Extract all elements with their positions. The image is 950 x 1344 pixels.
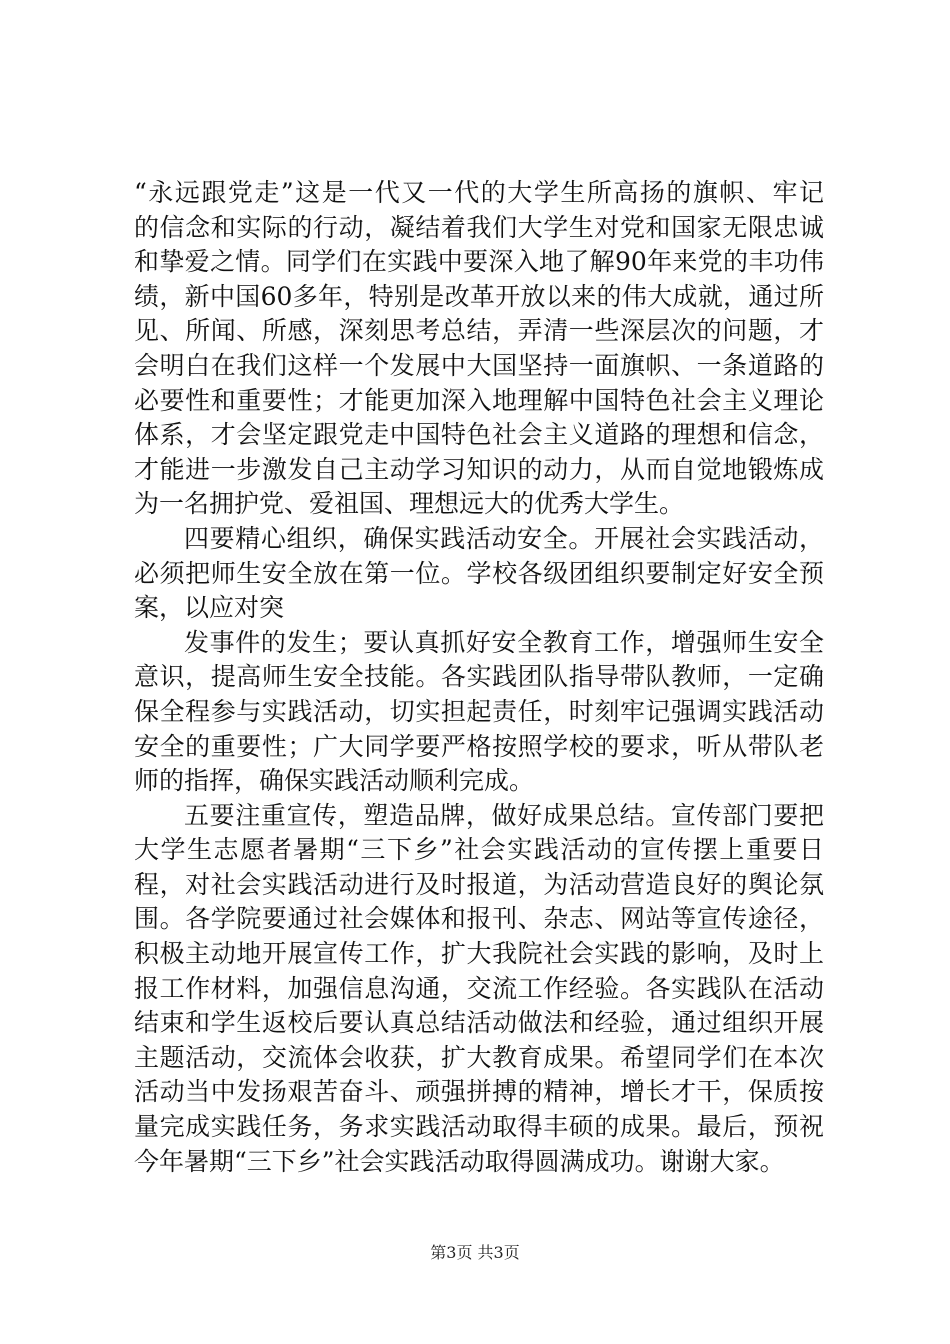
text-line: 的信念和实际的行动，凝结着我们大学生对党和国家无限忠诚: [134, 212, 824, 242]
text-line: 会明白在我们这样一个发展中大国坚持一面旗帜、一条道路的: [134, 350, 824, 380]
text-line: 发事件的发生；要认真抓好安全教育工作，增强师生安全: [184, 627, 824, 657]
text-line: 师的指挥，确保实践活动顺利完成。: [134, 766, 535, 796]
text-line: 案，以应对突: [134, 593, 285, 623]
paragraph-2: [134, 522, 824, 626]
paragraph-3: [134, 626, 824, 799]
text-line: 活动当中发扬艰苦奋斗、顽强拼搏的精神，增长才干，保质按: [134, 1077, 824, 1107]
text-line: 积极主动地开展宣传工作，扩大我院社会实践的影响，及时上: [134, 939, 824, 969]
text-line: 安全的重要性；广大同学要严格按照学校的要求，听从带队老: [134, 731, 824, 761]
text-line: 和挚爱之情。同学们在实践中要深入地了解90年来党的丰功伟: [134, 247, 824, 277]
text-line: 五要注重宣传，塑造品牌，做好成果总结。宣传部门要把: [184, 800, 824, 830]
text-line: 意识，提高师生安全技能。各实践团队指导带队教师，一定确: [134, 662, 824, 692]
text-line: 保全程参与实践活动，切实担起责任，时刻牢记强调实践活动: [134, 696, 824, 726]
text-line: 主题活动，交流体会收获，扩大教育成果。希望同学们在本次: [134, 1042, 824, 1072]
text-line: 程，对社会实践活动进行及时报道，为活动营造良好的舆论氛: [134, 869, 824, 899]
text-line: 报工作材料，加强信息沟通，交流工作经验。各实践队在活动: [134, 973, 824, 1003]
text-line: 见、所闻、所感，深刻思考总结，弄清一些深层次的问题，才: [134, 316, 824, 346]
document-body: [134, 176, 824, 1179]
text-line: 必须把师生安全放在第一位。学校各级团组织要制定好安全预: [134, 558, 824, 588]
text-line: 体系，才会坚定跟党走中国特色社会主义道路的理想和信念，: [134, 420, 824, 450]
text-line: 量完成实践任务，务求实践活动取得丰硕的成果。最后，预祝: [134, 1112, 824, 1142]
paragraph-4: [134, 799, 824, 1180]
text-line: “永远跟党走”这是一代又一代的大学生所高扬的旗帜、牢记: [134, 178, 824, 207]
text-line: 绩，新中国60多年，特别是改革开放以来的伟大成就，通过所: [134, 281, 824, 311]
text-line: 大学生志愿者暑期“三下乡”社会实践活动的宣传摆上重要日: [134, 835, 824, 865]
text-line: 必要性和重要性；才能更加深入地理解中国特色社会主义理论: [134, 385, 824, 415]
text-line: 才能进一步激发自己主动学习知识的动力，从而自觉地锻炼成: [134, 454, 824, 484]
text-line: 今年暑期“三下乡”社会实践活动取得圆满成功。谢谢大家。: [134, 1146, 785, 1176]
page-number-footer: 第3页 共3页: [430, 1243, 520, 1262]
text-line: 围。各学院要通过社会媒体和报刊、杂志、网站等宣传途径，: [134, 904, 824, 934]
text-line: 四要精心组织，确保实践活动安全。开展社会实践活动，: [184, 523, 824, 553]
text-line: 为一名拥护党、爱祖国、理想远大的优秀大学生。: [134, 489, 685, 519]
text-line: 结束和学生返校后要认真总结活动做法和经验，通过组织开展: [134, 1008, 824, 1038]
paragraph-1: [134, 176, 824, 522]
